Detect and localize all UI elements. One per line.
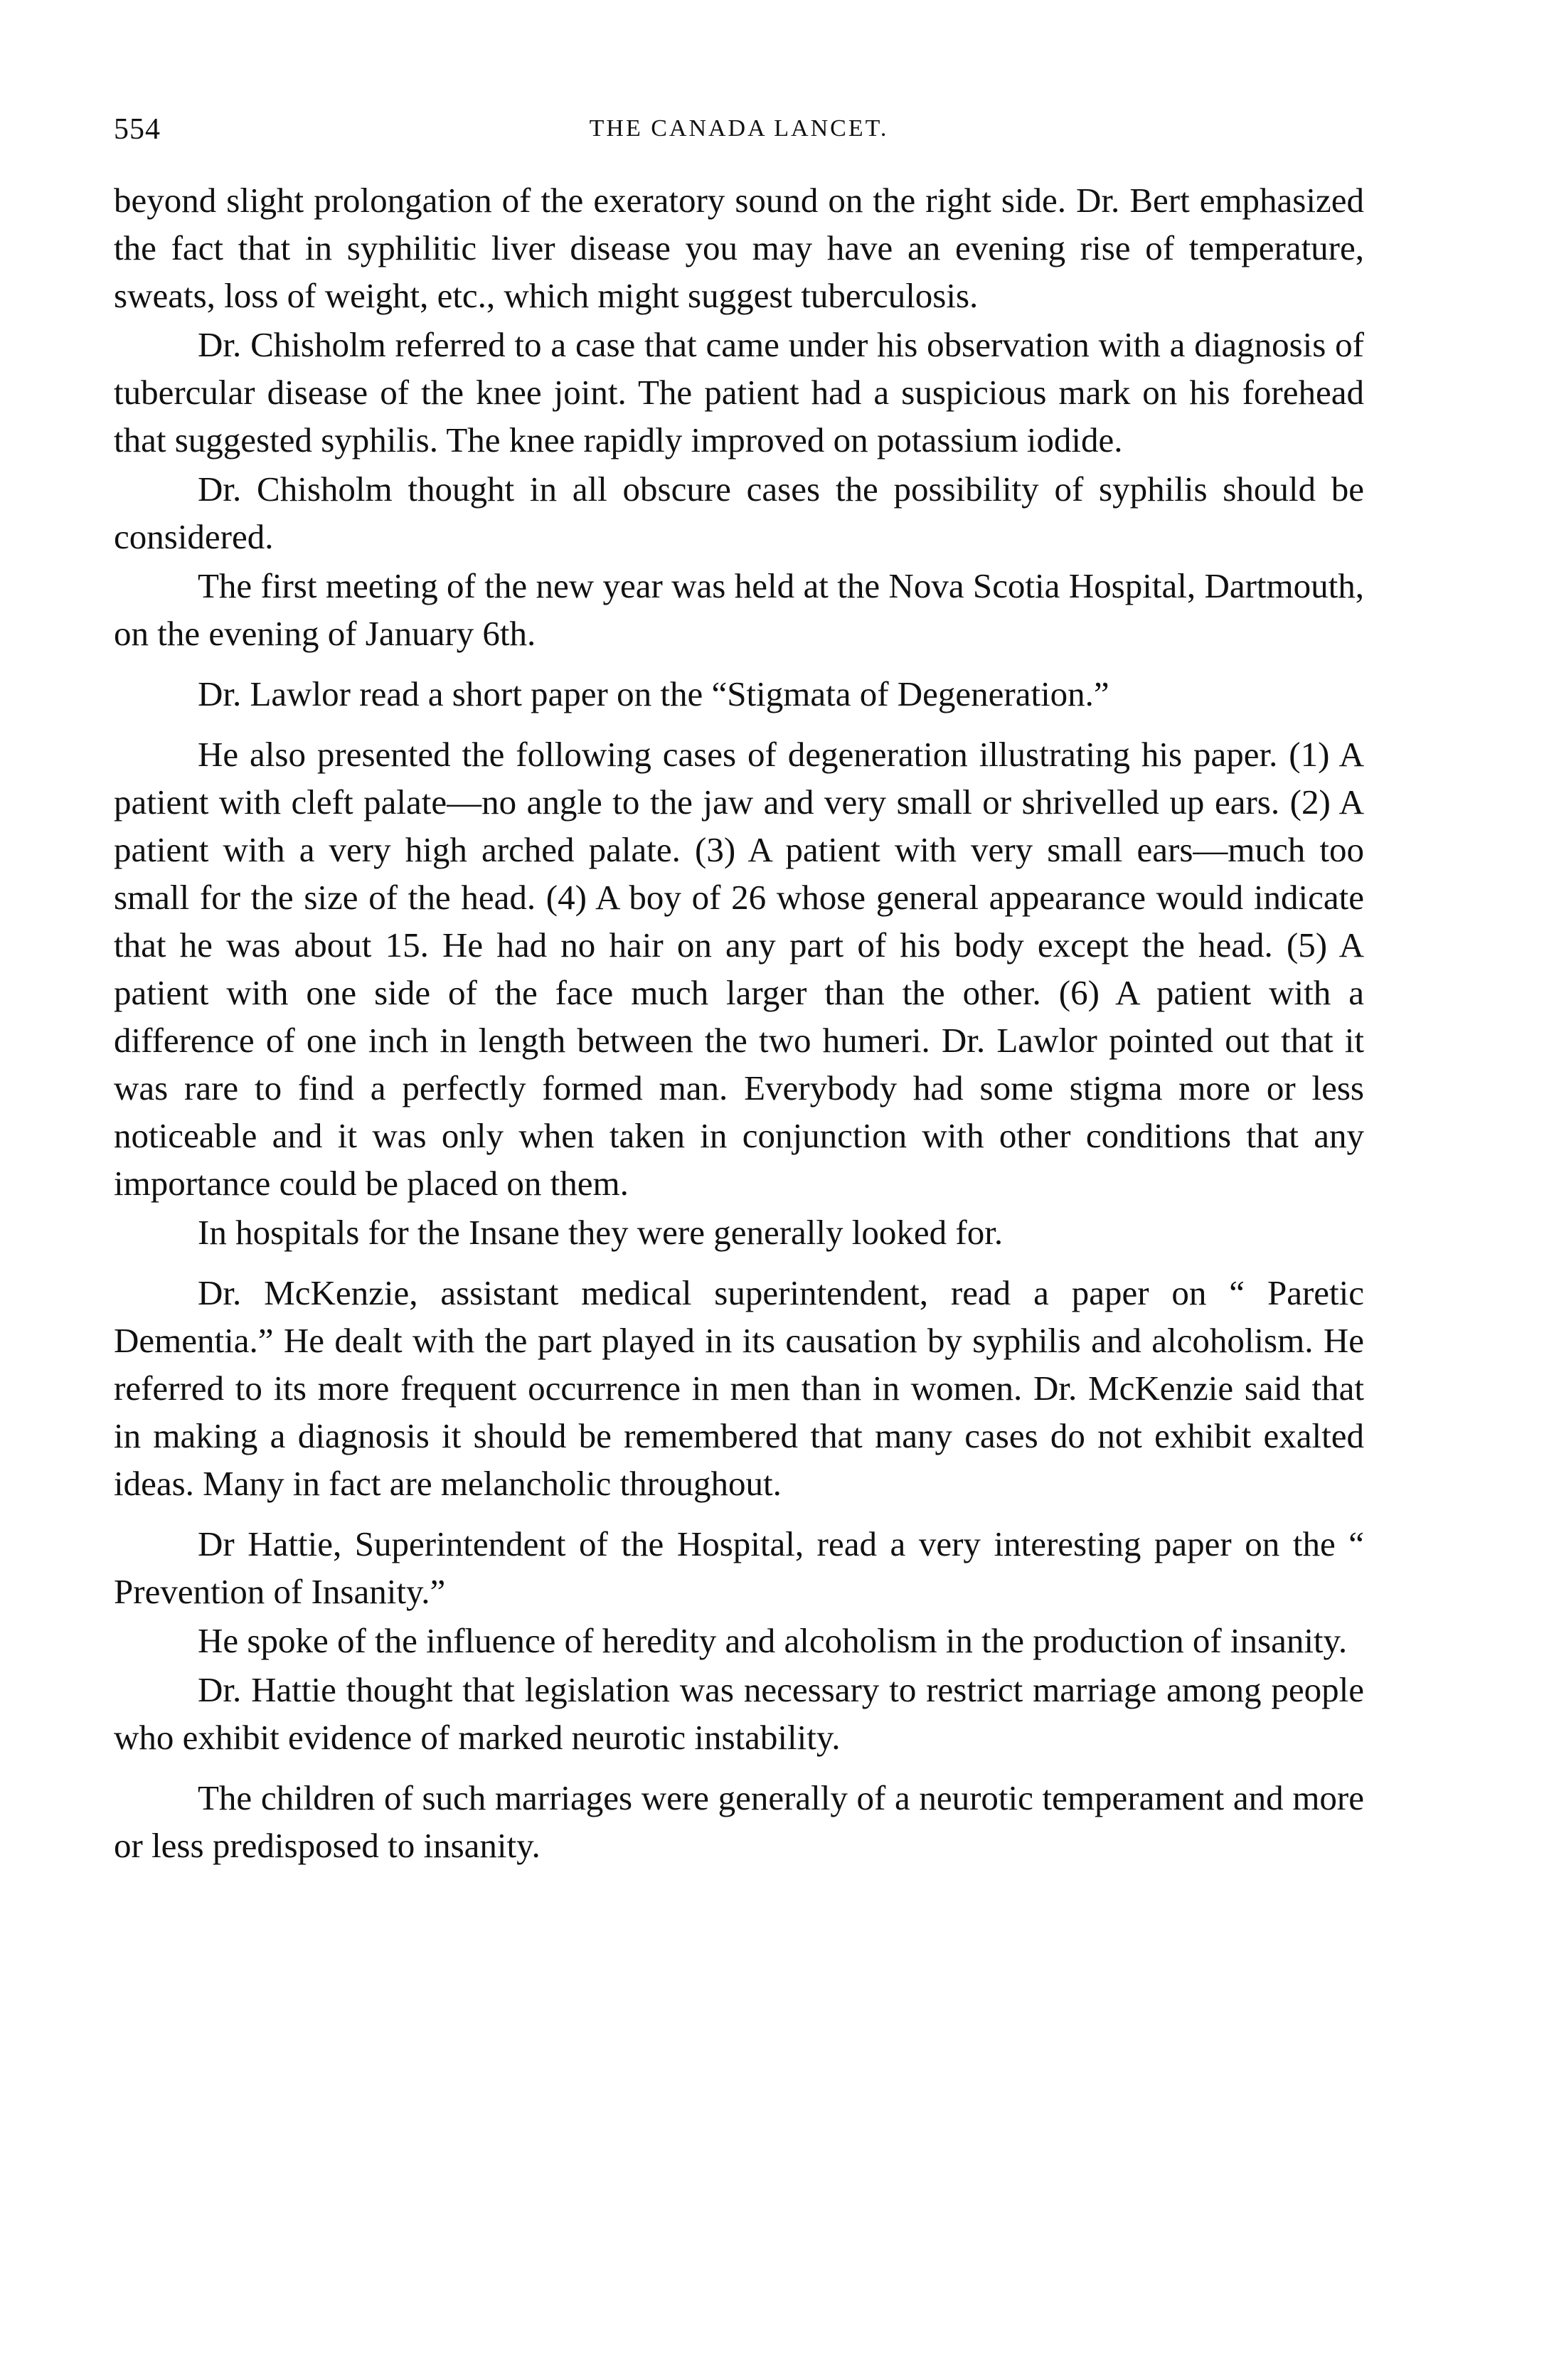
paragraph-2: Dr. Chisholm referred to a case that came under his observation with a diagnosis of tubercular disease of the knee joint. The patient had a suspicious mark on his forehead that suggested syphilis. The knee rapidly improved on potassium iodide. (114, 325, 1364, 459)
paragraph-3: Dr. Chisholm thought in all obscure cases the possibility of syphilis should be considered. (114, 469, 1364, 556)
article-body (114, 176, 1364, 1869)
paragraph-1: beyond slight prolongation of the exeratory sound on the right side. Dr. Bert emphasized the fact that in syphilitic liver disease you may have an evening rise of temperature, sweats, loss of weight, etc., which might suggest tuberculosis. (114, 181, 1364, 315)
page-header (114, 107, 1364, 156)
paragraph-9: Dr Hattie, Superintendent of the Hospital, read a very interesting paper on the “ Prevention of Insanity.” (114, 1524, 1364, 1611)
paragraph-11: Dr. Hattie thought that legislation was necessary to restrict marriage among people who exhibit evidence of marked neurotic instability. (114, 1670, 1364, 1757)
paragraph-6: He also presented the following cases of degeneration illustrating his paper. (1) A patient with cleft palate—no angle to the jaw and very small or shrivelled up ears. (2) A patient with a very high arched palate. (3) A patient with very small ears—much too small for the size of the head. (4) A boy of 26 whose general appearance would indicate that he was about 15. He had no hair on any part of his body except the head. (5) A patient with one side of the face much larger than the other. (6) A patient with a difference of one inch in length between the two humeri. Dr. Lawlor pointed out that it was rare to find a perfectly formed man. Everybody had some stigma more or less noticeable and it was only when taken in conjunction with other conditions that any importance could be placed on them. (114, 735, 1364, 1203)
paragraph-4: The first meeting of the new year was held at the Nova Scotia Hospital, Dartmouth, on the evening of January 6th. (114, 566, 1364, 653)
page-number: 554 (114, 113, 161, 146)
paragraph-7: In hospitals for the Insane they were generally looked for. (198, 1213, 1004, 1252)
running-title: THE CANADA LANCET. (589, 115, 889, 142)
paragraph-8: Dr. McKenzie, assistant medical superintendent, read a paper on “ Paretic Dementia.” He dealt with the part played in its causation by syphilis and alcoholism. He referred to its more frequent occurrence in men than in women. Dr. McKenzie said that in making a diagnosis it should be remembered that many cases do not exhibit exalted ideas. Many in fact are melancholic throughout. (114, 1273, 1364, 1503)
paragraph-5: Dr. Lawlor read a short paper on the “Stigmata of Degeneration.” (198, 674, 1109, 713)
paragraph-10: He spoke of the influence of heredity and alcoholism in the production of insanity. (198, 1621, 1348, 1660)
paragraph-12: The children of such marriages were generally of a neurotic temperament and more or less predisposed to insanity. (114, 1778, 1364, 1865)
